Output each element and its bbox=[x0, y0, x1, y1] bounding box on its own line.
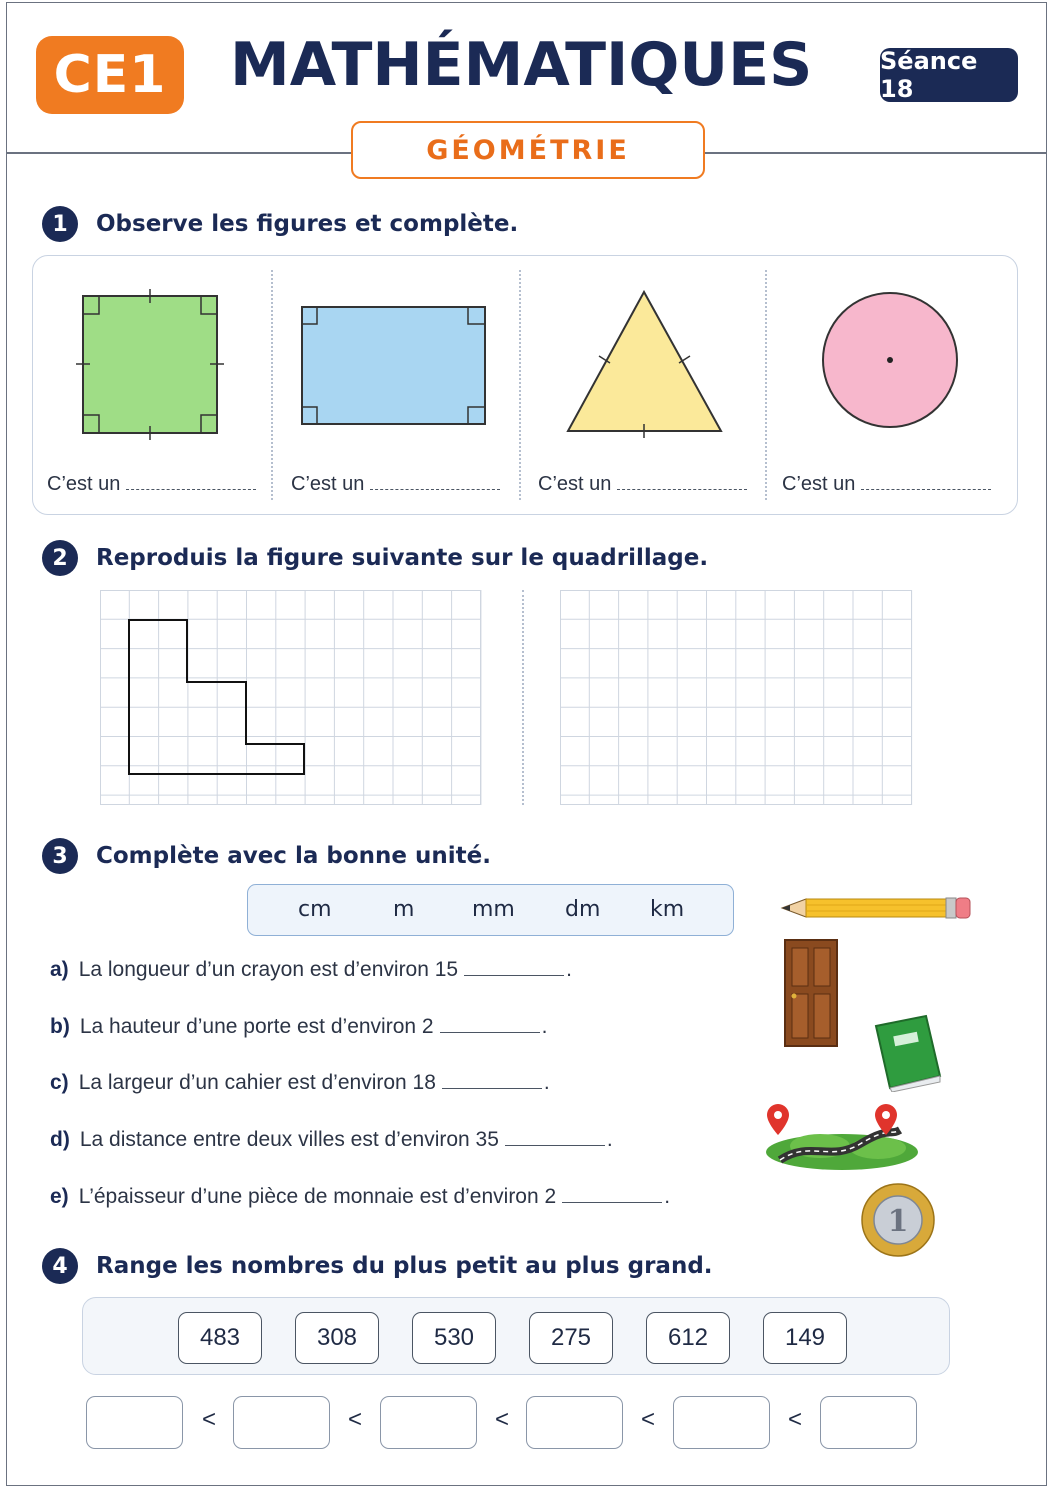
shape-cell-rectangle bbox=[277, 256, 519, 514]
shape-cell-circle bbox=[768, 256, 1018, 514]
subject-label: GÉOMÉTRIE bbox=[351, 121, 705, 179]
exercise-number: 4 bbox=[42, 1248, 78, 1284]
caption-text: C’est un bbox=[538, 473, 612, 495]
question-a bbox=[50, 958, 572, 982]
header-divider-right bbox=[705, 152, 1047, 154]
session-badge: Séance 18 bbox=[880, 48, 1018, 102]
order-answer-box[interactable] bbox=[526, 1396, 623, 1449]
model-grid bbox=[100, 590, 482, 806]
unit-label: mm bbox=[472, 897, 515, 922]
question-end: . bbox=[606, 1128, 613, 1151]
unit-label: dm bbox=[565, 897, 601, 922]
less-than-sign: < bbox=[788, 1406, 803, 1433]
less-than-sign: < bbox=[641, 1406, 656, 1433]
order-answer-box[interactable] bbox=[673, 1396, 770, 1449]
number-chip: 530 bbox=[412, 1312, 496, 1364]
exercise-4-heading bbox=[42, 1248, 713, 1284]
answer-blank[interactable] bbox=[370, 476, 500, 490]
question-text: L’épaisseur d’une pièce de monnaie est d’environ 2 bbox=[78, 1185, 557, 1208]
order-answer-box[interactable] bbox=[233, 1396, 330, 1449]
square-shape-icon bbox=[33, 256, 271, 456]
coin-icon bbox=[860, 1182, 936, 1258]
circle-shape-icon bbox=[768, 256, 1018, 456]
question-c bbox=[50, 1071, 550, 1095]
less-than-sign: < bbox=[202, 1406, 217, 1433]
units-box bbox=[247, 884, 734, 936]
question-text: La largeur d’un cahier est d’environ 18 bbox=[78, 1071, 436, 1094]
caption-text: C’est un bbox=[47, 473, 121, 495]
unit-label: m bbox=[393, 897, 415, 922]
question-text: La longueur d’un crayon est d’environ 15 bbox=[78, 958, 459, 981]
answer-blank[interactable] bbox=[442, 1075, 542, 1089]
exercise-title: Range les nombres du plus petit au plus grand. bbox=[96, 1253, 713, 1279]
question-text: La hauteur d’une porte est d’environ 2 bbox=[79, 1015, 434, 1038]
answer-blank[interactable] bbox=[126, 476, 256, 490]
shape-caption bbox=[47, 473, 256, 496]
less-than-sign: < bbox=[495, 1406, 510, 1433]
order-answer-box[interactable] bbox=[86, 1396, 183, 1449]
drawing-grid[interactable] bbox=[560, 590, 913, 806]
unit-label: km bbox=[650, 897, 685, 922]
question-b bbox=[50, 1015, 547, 1039]
shape-caption bbox=[782, 473, 991, 496]
header-divider-left bbox=[6, 152, 351, 154]
question-end: . bbox=[543, 1071, 550, 1094]
number-chip: 308 bbox=[295, 1312, 379, 1364]
road-map-icon bbox=[760, 1100, 920, 1176]
question-letter: b) bbox=[50, 1015, 70, 1038]
unit-label: cm bbox=[298, 897, 332, 922]
shape-caption bbox=[538, 473, 747, 496]
answer-blank[interactable] bbox=[562, 1189, 662, 1203]
number-chip: 149 bbox=[763, 1312, 847, 1364]
cell-separator bbox=[271, 270, 273, 500]
triangle-shape-icon bbox=[524, 256, 766, 456]
exercise-title: Reproduis la figure suivante sur le quadrillage. bbox=[96, 545, 709, 571]
rectangle-shape-icon bbox=[277, 256, 519, 456]
question-letter: d) bbox=[50, 1128, 70, 1151]
question-letter: e) bbox=[50, 1185, 69, 1208]
question-end: . bbox=[664, 1185, 671, 1208]
question-d bbox=[50, 1128, 613, 1152]
cell-separator bbox=[519, 270, 521, 500]
exercise-title: Observe les figures et complète. bbox=[96, 211, 519, 237]
shape-cell-triangle bbox=[524, 256, 766, 514]
answer-blank[interactable] bbox=[464, 962, 564, 976]
exercise-3-heading bbox=[42, 838, 491, 874]
question-end: . bbox=[541, 1015, 548, 1038]
page-title: MATHÉMATIQUES bbox=[230, 30, 813, 100]
question-end: . bbox=[566, 958, 572, 981]
shape-caption bbox=[291, 473, 500, 496]
less-than-sign: < bbox=[348, 1406, 363, 1433]
exercise-number: 2 bbox=[42, 540, 78, 576]
answer-blank[interactable] bbox=[861, 476, 991, 490]
cell-separator bbox=[765, 270, 767, 500]
numbers-panel bbox=[82, 1297, 950, 1375]
question-e bbox=[50, 1185, 670, 1209]
number-chip: 612 bbox=[646, 1312, 730, 1364]
caption-text: C’est un bbox=[782, 473, 856, 495]
answer-blank[interactable] bbox=[440, 1019, 540, 1033]
exercise-2-heading bbox=[42, 540, 708, 576]
shape-cell-square bbox=[33, 256, 271, 514]
level-badge: CE1 bbox=[36, 36, 184, 114]
caption-text: C’est un bbox=[291, 473, 365, 495]
answer-blank[interactable] bbox=[505, 1132, 605, 1146]
grid-separator bbox=[522, 590, 524, 805]
notebook-icon bbox=[872, 1012, 944, 1092]
exercise-title: Complète avec la bonne unité. bbox=[96, 843, 491, 869]
l-shape-figure bbox=[129, 620, 304, 774]
order-answer-box[interactable] bbox=[380, 1396, 477, 1449]
exercise-1-heading bbox=[42, 206, 518, 242]
coin-value: 1 bbox=[887, 1204, 909, 1239]
shapes-panel bbox=[32, 255, 1018, 515]
door-icon bbox=[783, 938, 841, 1048]
order-answer-box[interactable] bbox=[820, 1396, 917, 1449]
number-chip: 483 bbox=[178, 1312, 262, 1364]
pencil-icon bbox=[778, 890, 976, 926]
question-letter: c) bbox=[50, 1071, 69, 1094]
question-letter: a) bbox=[50, 958, 69, 981]
exercise-number: 1 bbox=[42, 206, 78, 242]
exercise-number: 3 bbox=[42, 838, 78, 874]
question-text: La distance entre deux villes est d’environ 35 bbox=[79, 1128, 499, 1151]
answer-blank[interactable] bbox=[617, 476, 747, 490]
number-chip: 275 bbox=[529, 1312, 613, 1364]
